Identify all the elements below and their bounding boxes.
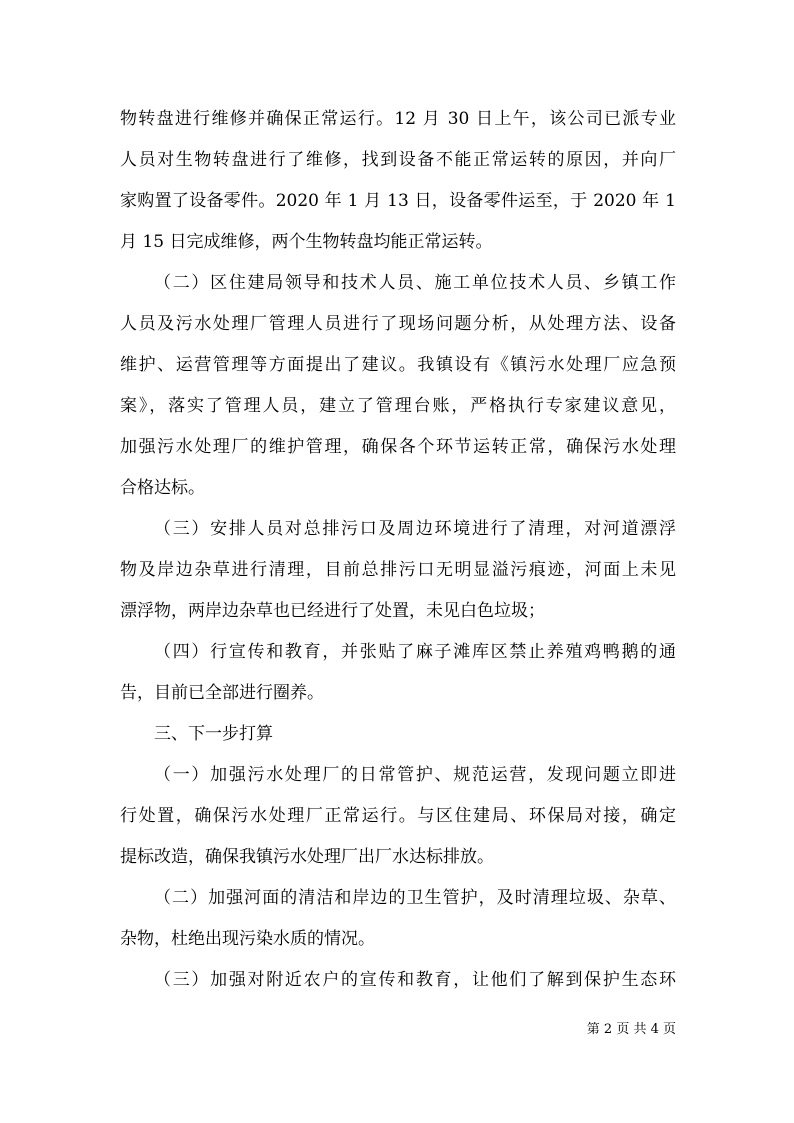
paragraph-line: 人员及污水处理厂管理人员进行了现场问题分析，从处理方法、设备: [120, 314, 676, 334]
paragraph-line: 物转盘进行维修并确保正常运行。12 月 30 日上午，该公司已派专业: [120, 109, 676, 129]
paragraph-line: 告，目前已全部进行圈养。: [120, 683, 324, 703]
paragraph-line: 漂浮物，两岸边杂草也已经进行了处置，未见白色垃圾；: [120, 601, 545, 621]
paragraph-line: 合格达标。: [120, 478, 205, 498]
paragraph-line: 行处置，确保污水处理厂正常运行。与区住建局、环保局对接，确定: [120, 806, 676, 826]
paragraph-line: 人员对生物转盘进行了维修，找到设备不能正常运转的原因，并向厂: [120, 150, 676, 170]
paragraph-line: （二）加强河面的清洁和岸边的卫生管护，及时清理垃圾、杂草、: [154, 888, 676, 908]
paragraph-line: （三）安排人员对总排污口及周边环境进行了清理，对河道漂浮: [154, 519, 676, 539]
paragraph-line: 案》，落实了管理人员，建立了管理台账，严格执行专家建议意见，: [120, 396, 676, 416]
paragraph-line: （一）加强污水处理厂的日常管护、规范运营，发现问题立即进: [154, 765, 676, 785]
page-number: 第 2 页 共 4 页: [586, 1022, 676, 1037]
paragraph-line: 维护、运营管理等方面提出了建议。我镇设有《镇污水处理厂应急预: [120, 355, 676, 375]
paragraph-line: 家购置了设备零件。2020 年 1 月 13 日，设备零件运至，于 2020 年 1: [120, 191, 676, 211]
paragraph-line: （三）加强对附近农户的宣传和教育，让他们了解到保护生态环: [154, 970, 676, 990]
paragraph-line: 加强污水处理厂的维护管理，确保各个环节运转正常，确保污水处理: [120, 437, 676, 457]
paragraph-line: 月 15 日完成维修，两个生物转盘均能正常运转。: [120, 232, 493, 252]
section-heading: 三、下一步打算: [154, 724, 273, 744]
paragraph-line: （四）行宣传和教育，并张贴了麻子滩库区禁止养殖鸡鸭鹅的通: [154, 642, 676, 662]
paragraph-line: 杂物，杜绝出现污染水质的情况。: [120, 929, 375, 949]
paragraph-line: 提标改造，确保我镇污水处理厂出厂水达标排放。: [120, 847, 494, 867]
paragraph-line: （二）区住建局领导和技术人员、施工单位技术人员、乡镇工作: [154, 273, 676, 293]
paragraph-line: 物及岸边杂草进行清理，目前总排污口无明显溢污痕迹，河面上未见: [120, 560, 676, 580]
